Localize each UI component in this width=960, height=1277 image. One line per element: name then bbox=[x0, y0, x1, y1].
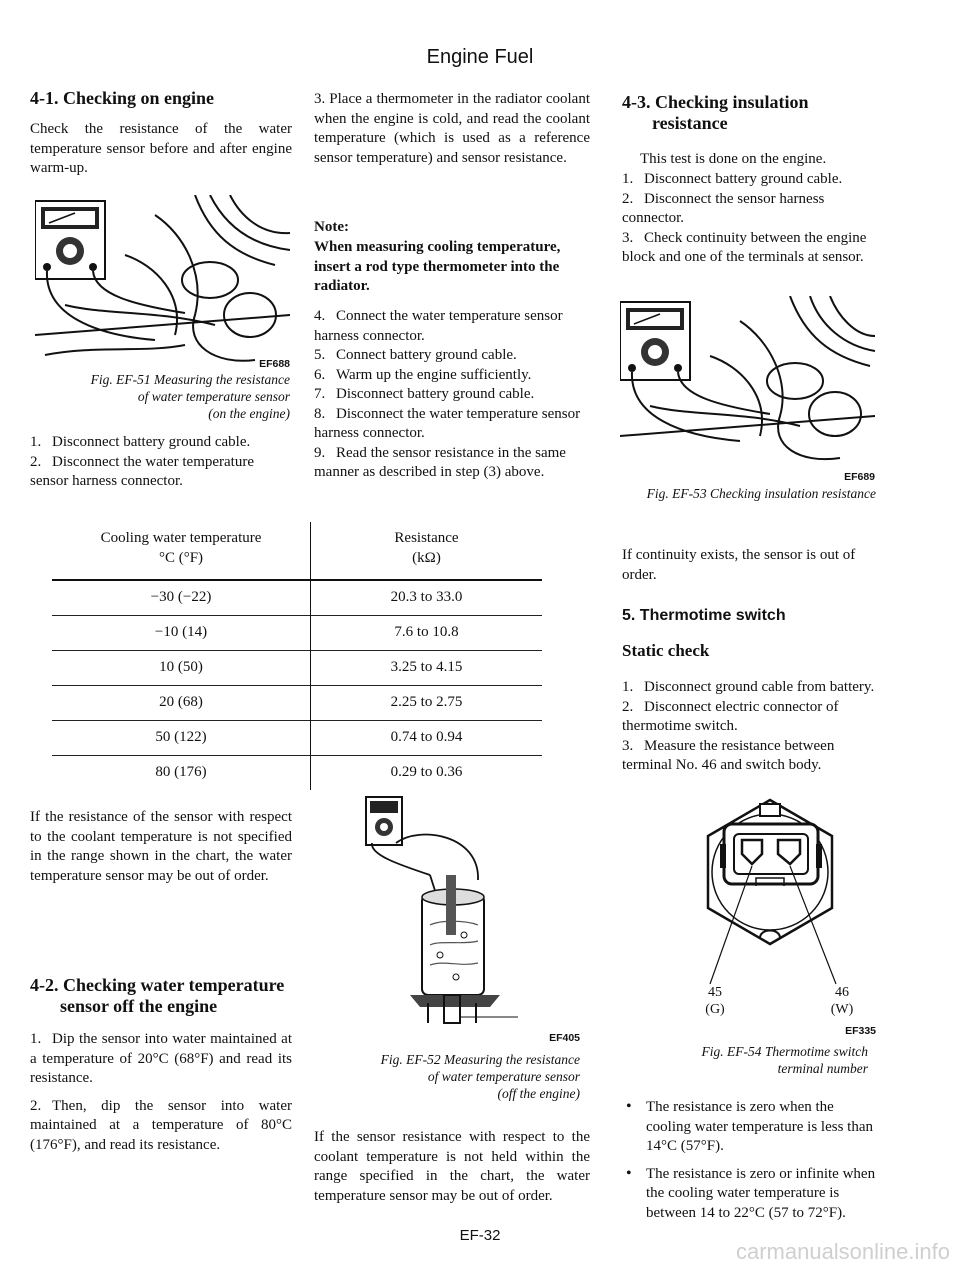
section-4-2-title: 4-2. Checking water temperature sensor off the engine bbox=[30, 975, 285, 1016]
list-item: • The resistance is zero or infinite when the cooling water temperature is between 14 to 22°C (57 to 72°F). bbox=[622, 1165, 877, 1224]
figure-ef54-caption-line1: Fig. EF-54 Thermotime switch bbox=[701, 1044, 868, 1059]
continuity-text: If continuity exists, the sensor is out of order. bbox=[622, 547, 856, 583]
figure-ef52-caption-line3: (off the engine) bbox=[497, 1085, 580, 1101]
list-item: 2. Disconnect the water temperature sensor harness connector. bbox=[30, 453, 254, 489]
steps-b-list bbox=[30, 1030, 292, 1163]
list-item: 5. Connect battery ground cable. bbox=[314, 347, 517, 363]
section-4-3-steps bbox=[622, 170, 877, 268]
section-4-3-title: 4-3. Checking insulation resistance bbox=[622, 92, 809, 133]
table-row: 50 (122) 0.74 to 0.94 bbox=[52, 720, 542, 755]
figure-ef52-caption bbox=[310, 1052, 580, 1103]
note-text: When measuring cooling temperature, insert a rod type thermometer into the radiator. bbox=[314, 239, 561, 294]
watermark: carmanualsonline.info bbox=[735, 1239, 950, 1264]
list-item: 3. Check continuity between the engine block and one of the terminals at sensor. bbox=[622, 229, 867, 265]
list-item: • The resistance is zero when the cooling water temperature is less than 14°C (57°F). bbox=[622, 1098, 877, 1157]
table-row: 20 (68) 2.25 to 2.75 bbox=[52, 685, 542, 720]
static-check-title: Static check bbox=[622, 641, 710, 660]
after-fig-52-text: If the sensor resistance with respect to the coolant temperature is not held within the range specified in the chart, the water temperature sensor may be out of order. bbox=[314, 1129, 590, 1204]
figure-ef51-caption-line2: of water temperature sensor bbox=[137, 388, 290, 404]
thermotime-bullets bbox=[622, 1098, 877, 1231]
list-item: 9. Read the sensor resistance in the same manner as described in step (3) above. bbox=[314, 444, 566, 480]
after-table-text: If the resistance of the sensor with respect to the coolant temperature is not specified in the range shown in the chart, the water temperature sensor may be out of order. bbox=[30, 809, 292, 884]
table-row: −10 (14) 7.6 to 10.8 bbox=[52, 615, 542, 650]
steps-4-9-list bbox=[314, 307, 590, 483]
figure-ef52-code: EF405 bbox=[549, 1032, 580, 1044]
steps-a-list bbox=[30, 433, 292, 492]
figure-ef53-code: EF689 bbox=[844, 471, 875, 483]
list-item: 2. Disconnect the sensor harness connector. bbox=[622, 190, 825, 226]
list-item: 1. Disconnect battery ground cable. bbox=[30, 434, 251, 450]
table-header-resistance: Resistance (kΩ) bbox=[311, 522, 543, 580]
page-header: Engine Fuel bbox=[426, 46, 534, 68]
section-4-3-intro: This test is done on the engine. bbox=[640, 151, 827, 167]
list-item: 2. Disconnect electric connector of thermotime switch. bbox=[622, 698, 839, 734]
list-item: 2. Then, dip the sensor into water maintained at a temperature of 80°C (176°F), and read its resistance. bbox=[30, 1097, 292, 1153]
section-4-1-title: 4-1. Checking on engine bbox=[30, 88, 215, 108]
static-check-steps bbox=[622, 678, 877, 776]
page-number: EF-32 bbox=[459, 1227, 501, 1244]
list-item: 6. Warm up the engine sufficiently. bbox=[314, 366, 532, 383]
figure-ef52-caption-line2: of water temperature sensor bbox=[427, 1068, 580, 1084]
list-item: 1. Disconnect battery ground cable. bbox=[622, 171, 843, 187]
step-3-text: 3. Place a thermometer in the radiator coolant when the engine is cold, and read the coolant temperature (which is used as a reference sensor temperature) and sensor resistance. bbox=[314, 91, 590, 166]
figure-ef54-caption-line2: terminal number bbox=[777, 1060, 868, 1076]
table-row: 10 (50) 3.25 to 4.15 bbox=[52, 650, 542, 685]
resistance-table bbox=[52, 522, 542, 790]
list-item: 4. Connect the water temperature sensor harness connector. bbox=[314, 308, 563, 344]
note-label: Note: bbox=[314, 219, 349, 235]
figure-ef52-caption-line1: Fig. EF-52 Measuring the resistance bbox=[380, 1052, 580, 1067]
section-4-1-text: Check the resistance of the water temperature sensor before and after engine warm-up. bbox=[30, 121, 292, 176]
table-row: −30 (−22) 20.3 to 33.0 bbox=[52, 580, 542, 616]
terminal-45-label: 45 (G) bbox=[705, 985, 725, 1017]
list-item: 1. Disconnect ground cable from battery. bbox=[622, 679, 875, 695]
table-row: 80 (176) 0.29 to 0.36 bbox=[52, 755, 542, 790]
list-item: 3. Measure the resistance between terminal No. 46 and switch body. bbox=[622, 737, 835, 773]
table-header-temperature: Cooling water temperature °C (°F) bbox=[52, 522, 311, 580]
figure-ef54-code: EF335 bbox=[845, 1025, 876, 1037]
figure-ef51-caption bbox=[30, 372, 290, 423]
terminal-46-label: 46 (W) bbox=[830, 985, 854, 1017]
figure-ef52-image bbox=[360, 795, 520, 1025]
list-item: 1. Dip the sensor into water maintained at a temperature of 20°C (68°F) and read its resistance. bbox=[30, 1031, 292, 1086]
list-item: 8. Disconnect the water temperature sensor harness connector. bbox=[314, 405, 581, 441]
figure-ef51-code: EF688 bbox=[259, 358, 290, 370]
figure-ef51-image bbox=[35, 195, 290, 373]
figure-ef51-caption-line3: (on the engine) bbox=[208, 405, 290, 421]
figure-ef53-caption: Fig. EF-53 Checking insulation resistance bbox=[646, 486, 876, 501]
figure-ef51-caption-line1: Fig. EF-51 Measuring the resistance bbox=[90, 372, 290, 387]
section-5-title: 5. Thermotime switch bbox=[622, 607, 786, 624]
figure-ef54-caption bbox=[610, 1044, 868, 1078]
list-item: 7. Disconnect battery ground cable. bbox=[314, 386, 535, 402]
figure-ef54-image bbox=[660, 788, 880, 998]
figure-ef53-image bbox=[620, 296, 875, 471]
